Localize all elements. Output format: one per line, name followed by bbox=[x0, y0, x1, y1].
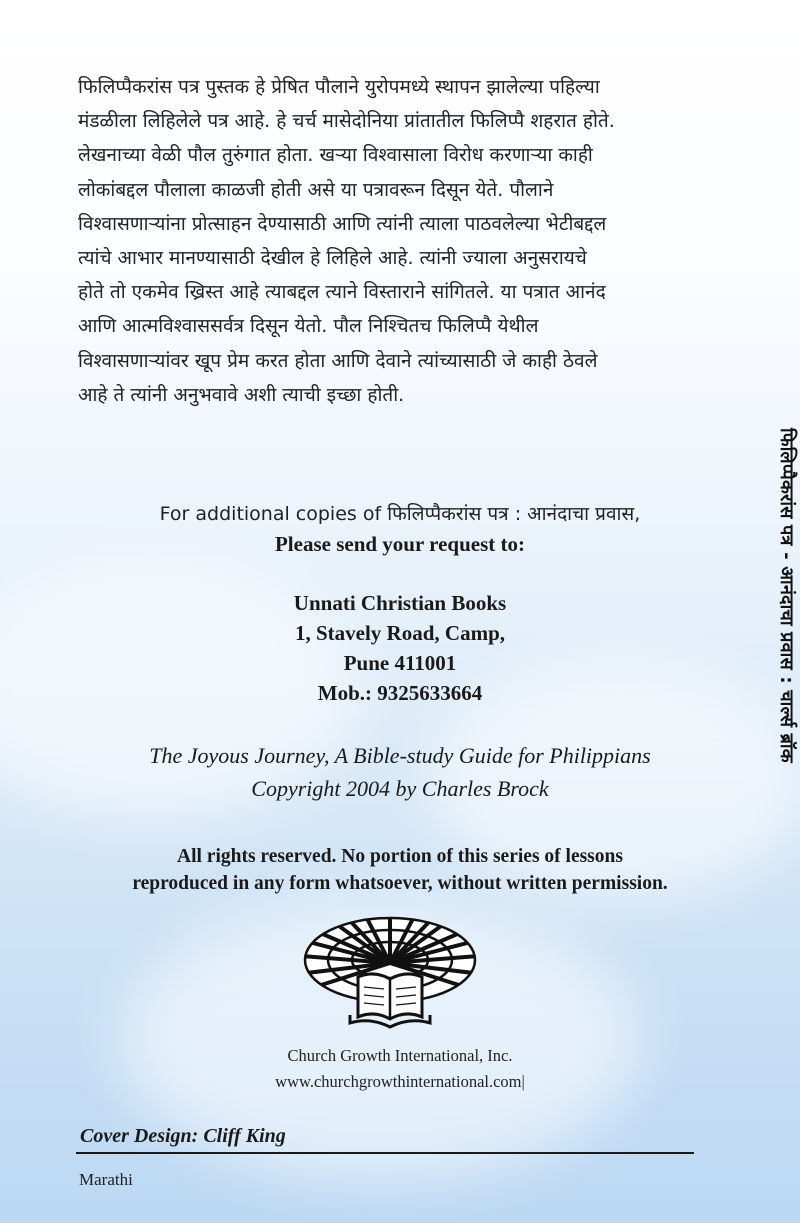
distributor-mobile: Mob.: 9325633664 bbox=[317, 681, 483, 705]
additional-copies-line: For additional copies of फिलिप्पैकरांस पत्र : आनंदाचा प्रवास, bbox=[159, 503, 641, 525]
request-line: Please send your request to: bbox=[274, 532, 526, 556]
rights-notice bbox=[0, 843, 800, 897]
book-info bbox=[0, 739, 800, 805]
divider bbox=[76, 1152, 694, 1154]
publisher-info bbox=[0, 1043, 800, 1095]
globe-open-book-icon bbox=[300, 915, 480, 1040]
description-line: फिलिप्पैकरांस पत्र पुस्तक हे प्रेषित पौलाने युरोपमध्ये स्थापन झालेल्या पहिल्या bbox=[78, 76, 600, 98]
description-line: त्यांचे आभार मानण्यासाठी देखील हे लिहिले आहे. त्यांनी ज्याला अनुसरायचे bbox=[78, 247, 587, 270]
distributor-address bbox=[0, 588, 800, 708]
description-line: विश्वासणाऱ्यांवर खूप प्रेम करत होता आणि देवाने त्यांच्यासाठी जे काही ठेवले bbox=[78, 349, 598, 372]
rights-line: All rights reserved. No portion of this series of lessons bbox=[177, 846, 623, 867]
book-description bbox=[78, 70, 693, 412]
distributor-city: Pune 411001 bbox=[343, 651, 457, 675]
copyright-line: Copyright 2004 by Charles Brock bbox=[251, 776, 549, 801]
book-title: The Joyous Journey, A Bible-study Guide for Philippians bbox=[149, 743, 651, 768]
description-line: विश्वासणाऱ्यांना प्रोत्साहन देण्यासाठी आणि त्यांनी त्याला पाठवलेल्या भेटीबद्दल bbox=[78, 212, 607, 235]
publisher-website: www.churchgrowthinternational.com| bbox=[275, 1072, 525, 1091]
language-label: Marathi bbox=[79, 1170, 133, 1189]
rights-line: reproduced in any form whatsoever, without written permission. bbox=[132, 873, 668, 894]
description-line: मंडळीला लिहिलेले पत्र आहे. हे चर्च मासेदोनिया प्रांतातील फिलिप्पै शहरात होते. bbox=[78, 110, 615, 133]
distributor-name: Unnati Christian Books bbox=[293, 591, 507, 615]
description-line: होते तो एकमेव ख्रिस्त आहे त्याबद्दल त्याने विस्ताराने सांगितले. या पत्रात आनंद bbox=[78, 281, 606, 304]
description-line: आहे ते त्यांनी अनुभवावे अशी त्याची इच्छा होती. bbox=[78, 383, 405, 406]
cover-design-credit: Cover Design: Cliff King bbox=[80, 1125, 286, 1147]
description-line: आणि आत्मविश्वाससर्वत्र दिसून येतो. पौल निश्चितच फिलिप्पै येथील bbox=[78, 315, 539, 338]
publisher-name: Church Growth International, Inc. bbox=[287, 1046, 513, 1065]
distributor-street: 1, Stavely Road, Camp, bbox=[294, 621, 505, 645]
description-line: लेखनाच्या वेळी पौल तुरुंगात होता. खऱ्या विश्वासाला विरोध करणाऱ्या काही bbox=[78, 144, 593, 167]
description-line: लोकांबद्दल पौलाला काळजी होती असे या पत्रावरून दिसून येते. पौलाने bbox=[78, 178, 554, 201]
spine-title: फिलिप्पैकरांस पत्र - आनंदाचा प्रवास : चार्ल्स ब्रॉक bbox=[776, 428, 797, 763]
